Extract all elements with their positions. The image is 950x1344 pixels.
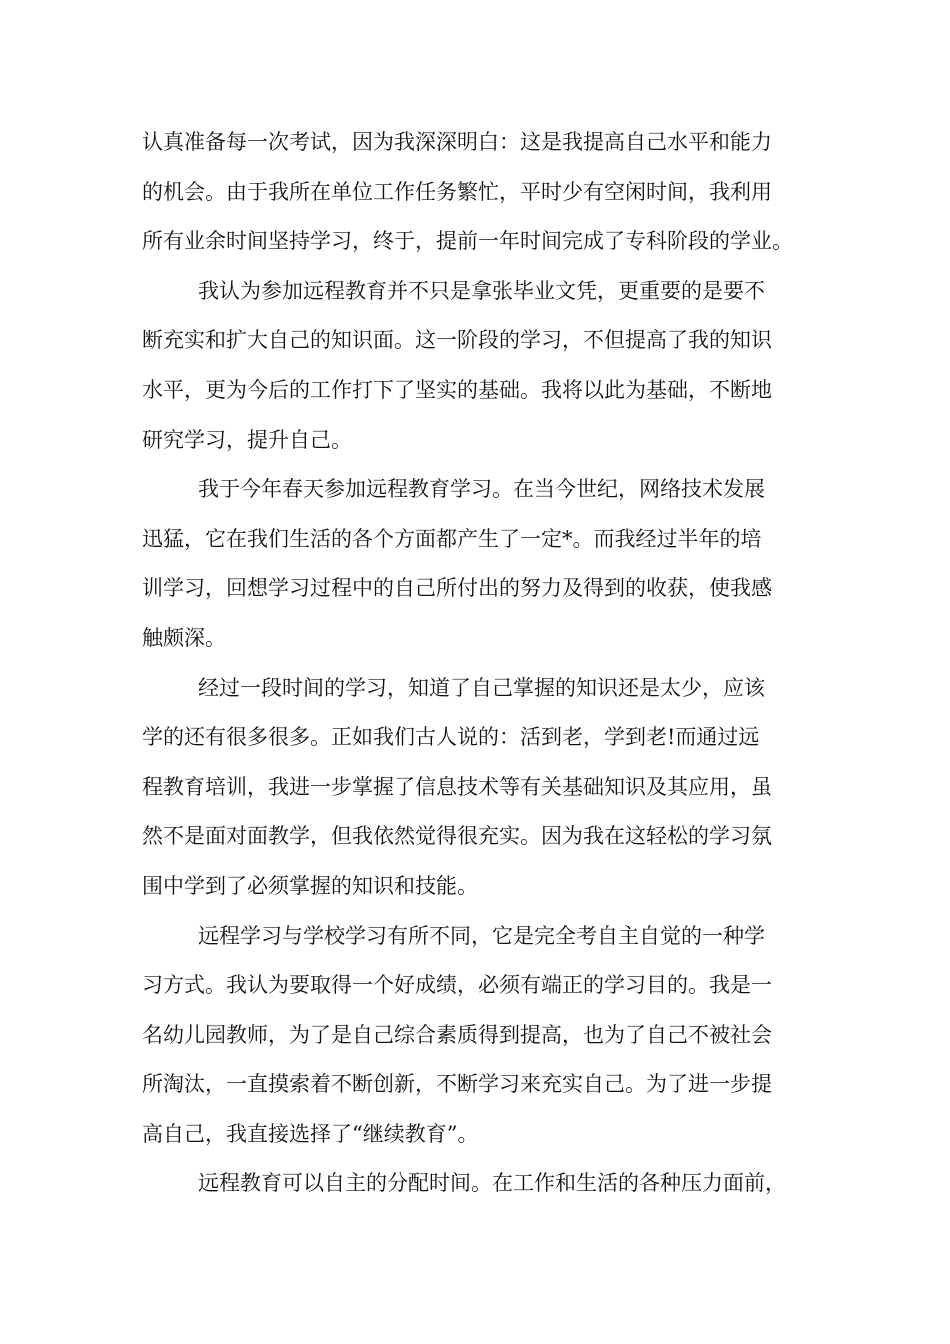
text-line: 远程学习与学校学习有所不同，它是完全考自主自觉的一种学 xyxy=(198,923,765,948)
body-text xyxy=(142,118,822,1209)
text-line: 然不是面对面教学，但我依然觉得很充实。因为我在这轻松的学习氛 xyxy=(142,824,772,849)
text-line: 名幼儿园教师，为了是自己综合素质得到提高，也为了自己不被社会 xyxy=(142,1022,772,1047)
text-line: 研究学习，提升自己。 xyxy=(142,427,352,452)
text-line: 我认为参加远程教育并不只是拿张毕业文凭，更重要的是要不 xyxy=(198,278,765,303)
text-line: 的机会。由于我所在单位工作任务繁忙，平时少有空闲时间，我利用 xyxy=(142,179,772,204)
text-line: 所淘汰，一直摸索着不断创新，不断学习来充实自己。为了进一步提 xyxy=(142,1072,772,1097)
text-line: 训学习，回想学习过程中的自己所付出的努力及得到的收获，使我感 xyxy=(142,576,772,601)
text-line: 程教育培训，我进一步掌握了信息技术等有关基础知识及其应用，虽 xyxy=(142,774,772,799)
text-line: 习方式。我认为要取得一个好成绩，必须有端正的学习目的。我是一 xyxy=(142,973,772,998)
text-line: 迅猛，它在我们生活的各个方面都产生了一定*。而我经过半年的培 xyxy=(142,526,762,551)
text-line: 我于今年春天参加远程教育学习。在当今世纪，网络技术发展 xyxy=(198,477,765,502)
text-line: 所有业余时间坚持学习，终于，提前一年时间完成了专科阶段的学业。 xyxy=(142,229,793,254)
text-line: 触颇深。 xyxy=(142,625,226,650)
text-line: 经过一段时间的学习，知道了自己掌握的知识还是太少，应该 xyxy=(198,675,765,700)
text-line: 水平，更为今后的工作打下了坚实的基础。我将以此为基础，不断地 xyxy=(142,377,772,402)
text-line: 断充实和扩大自己的知识面。这一阶段的学习，不但提高了我的知识 xyxy=(142,328,772,353)
text-line: 学的还有很多很多。正如我们古人说的：活到老，学到老!而通过远 xyxy=(142,725,760,750)
text-line: 高自己，我直接选择了“继续教育”。 xyxy=(142,1121,479,1146)
text-line: 围中学到了必须掌握的知识和技能。 xyxy=(142,873,478,898)
text-line: 认真准备每一次考试，因为我深深明白：这是我提高自己水平和能力 xyxy=(142,130,772,154)
text-line: 远程教育可以自主的分配时间。在工作和生活的各种压力面前， xyxy=(198,1171,786,1196)
